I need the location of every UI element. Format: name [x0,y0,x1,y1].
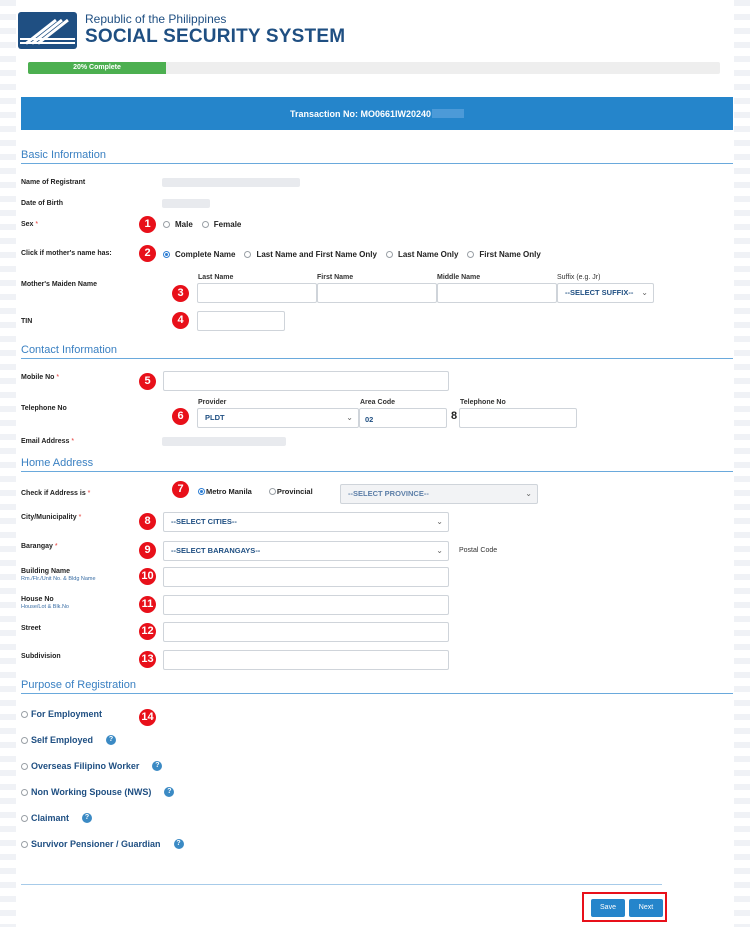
street-label: Street [21,625,41,632]
provider-select[interactable] [197,408,359,428]
email-address-label: Email Address * [21,438,75,445]
telephone-no-label: Telephone No [21,405,67,412]
maiden-middle-name-label: Middle Name [437,274,481,281]
purpose-option-claimant[interactable] [21,813,92,823]
step-badge-7: 7 [172,481,189,498]
provider-selected-value: PLDT [205,413,225,422]
radio-nws[interactable] [21,789,28,796]
sss-logo [18,12,77,49]
subdivision-label: Subdivision [21,653,61,660]
watermark-right [734,0,750,927]
purpose-option-ofw[interactable] [21,761,162,771]
step-badge-8: 8 [139,513,156,530]
step-badge-9: 9 [139,542,156,559]
chevron-down-icon: ⌄ [436,546,443,555]
step-badge-1: 1 [139,216,156,233]
house-no-label: House No House/Lot & Blk.No [21,596,69,610]
radio-female-label[interactable]: Female [213,220,242,229]
brand [85,12,345,48]
radio-male-label[interactable]: Male [175,220,193,229]
chevron-down-icon: ⌄ [346,413,353,422]
area-code-value: 02 [365,415,374,424]
purpose-option-survivor[interactable] [21,839,184,849]
maiden-suffix-label: Suffix (e.g. Jr) [557,274,601,281]
purpose-option-self-employed[interactable] [21,735,116,745]
brand-subtitle: Republic of the Philippines [85,12,227,26]
redacted-text [432,109,464,118]
mobile-no-label: Mobile No * [21,374,60,381]
purpose-option-employment[interactable] [21,709,102,719]
city-selected-value: --SELECT CITIES-- [171,517,237,526]
help-icon[interactable]: ? [82,813,92,823]
radio-male[interactable] [163,221,170,228]
step-badge-5: 5 [139,373,156,390]
barangay-select[interactable] [163,541,449,561]
transaction-number: Transaction No: MO0661IW20240 [289,108,432,119]
subdivision-input[interactable] [163,650,449,670]
postal-code-label: Postal Code [459,547,498,554]
province-select[interactable] [340,484,538,504]
radio-first-name-only[interactable] [467,251,474,258]
radio-last-and-first-name[interactable] [244,251,251,258]
brand-title: SOCIAL SECURITY SYSTEM [85,26,346,47]
maiden-middle-name-input[interactable] [437,283,557,303]
building-name-input[interactable] [163,567,449,587]
house-no-hint: House/Lot & Blk.No [21,604,69,610]
action-buttons-highlight [582,892,667,922]
registrant-name-value [162,178,300,187]
date-of-birth-value [162,199,210,208]
radio-last-name-only-label[interactable]: Last Name Only [397,250,459,259]
step-badge-13: 13 [139,651,156,668]
help-icon[interactable]: ? [164,787,174,797]
help-icon[interactable]: ? [174,839,184,849]
transaction-banner [21,97,733,130]
radio-female[interactable] [202,221,209,228]
address-type-label: Check if Address is * [21,490,91,497]
help-icon[interactable]: ? [152,761,162,771]
step-badge-14: 14 [139,709,156,726]
telephone-number-label: Telephone No [460,399,506,406]
province-selected-value: --SELECT PROVINCE-- [348,489,429,498]
footer-divider [21,884,662,885]
provider-label: Provider [198,399,227,406]
mother-name-flag-radio-group [163,250,545,259]
section-contact-information: Contact Information [21,344,733,359]
sex-label: Sex * [21,221,39,228]
maiden-first-name-label: First Name [317,274,354,281]
area-code-label: Area Code [360,399,396,406]
step-badge-2: 2 [139,245,156,262]
radio-survivor-pensioner[interactable] [21,841,28,848]
radio-provincial[interactable] [269,488,276,495]
section-home-address: Home Address [21,457,733,472]
mother-name-flag-label: Click if mother's name has: [21,250,112,257]
radio-first-name-only-label[interactable]: First Name Only [479,250,541,259]
step-badge-6: 6 [172,408,189,425]
maiden-first-name-input[interactable] [317,283,437,303]
building-name-hint: Rm./Flr./Unit No. & Bldg Name [21,576,96,582]
telephone-prefix: 8 [451,410,458,422]
email-address-value [162,437,286,446]
step-badge-3: 3 [172,285,189,302]
barangay-selected-value: --SELECT BARANGAYS-- [171,546,261,555]
purpose-option-nws[interactable] [21,787,174,797]
chevron-down-icon: ⌄ [525,489,532,498]
house-no-input[interactable] [163,595,449,615]
progress-fill: 20% Complete [28,62,166,74]
name-of-registrant-label: Name of Registrant [21,179,86,186]
street-input[interactable] [163,622,449,642]
area-code-input[interactable] [359,408,447,428]
radio-metro-manila-label[interactable]: Metro Manila [206,487,252,496]
purpose-label[interactable]: For Employment [31,709,103,719]
purpose-label[interactable]: Non Working Spouse (NWS) [31,787,152,797]
chevron-down-icon: ⌄ [436,517,443,526]
watermark-left [0,0,16,927]
radio-claimant[interactable] [21,815,28,822]
radio-last-and-first-name-label[interactable]: Last Name and First Name Only [256,250,377,259]
maiden-last-name-label: Last Name [198,274,234,281]
section-purpose-of-registration: Purpose of Registration [21,679,733,694]
telephone-number-input[interactable] [459,408,577,428]
next-button[interactable]: Next [629,899,663,917]
radio-metro-manila[interactable] [198,488,205,495]
purpose-label[interactable]: Claimant [31,813,70,823]
step-badge-12: 12 [139,623,156,640]
city-select[interactable] [163,512,449,532]
step-badge-10: 10 [139,568,156,585]
barangay-label: Barangay * [21,543,58,550]
radio-ofw[interactable] [21,763,28,770]
sex-radio-group [163,220,245,229]
radio-complete-name[interactable] [163,251,170,258]
section-basic-information: Basic Information [21,149,733,164]
city-municipality-label: City/Municipality * [21,514,82,521]
suffix-selected-value: --SELECT SUFFIX-- [565,288,634,297]
save-button[interactable]: Save [591,899,625,917]
step-badge-4: 4 [172,312,189,329]
progress-bar [28,62,720,74]
maiden-last-name-input[interactable] [197,283,317,303]
radio-self-employed[interactable] [21,737,28,744]
building-name-label: Building Name Rm./Flr./Unit No. & Bldg Name [21,568,96,582]
chevron-down-icon: ⌄ [641,288,648,297]
tin-input[interactable] [197,311,285,331]
purpose-label[interactable]: Survivor Pensioner / Guardian [31,839,161,849]
header [18,10,345,50]
purpose-label[interactable]: Self Employed [31,735,94,745]
radio-complete-name-label[interactable]: Complete Name [175,250,236,259]
help-icon[interactable]: ? [106,735,116,745]
date-of-birth-label: Date of Birth [21,200,63,207]
maiden-suffix-select[interactable] [557,283,654,303]
address-type-radio-group [198,487,317,496]
purpose-label[interactable]: Overseas Filipino Worker [31,761,140,771]
radio-last-name-only[interactable] [386,251,393,258]
mothers-maiden-name-label: Mother's Maiden Name [21,281,97,288]
radio-for-employment[interactable] [21,711,28,718]
mobile-no-input[interactable] [163,371,449,391]
tin-label: TIN [21,318,33,325]
step-badge-11: 11 [139,596,156,613]
radio-provincial-label[interactable]: Provincial [276,487,313,496]
